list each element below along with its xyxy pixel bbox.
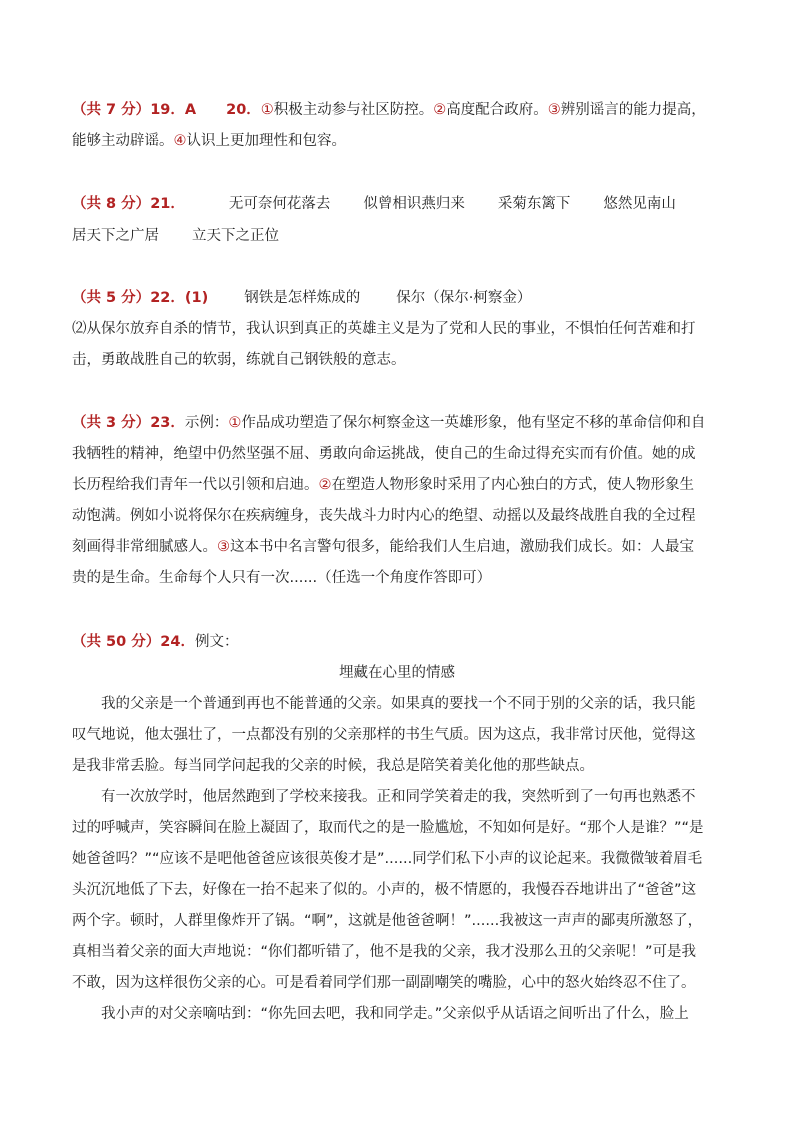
- essay-line: 头沉沉地低了下去，好像在一抬不起来了似的。小声的，极不情愿的，我慢吞吞地讲出了“爸爸”这: [72, 882, 697, 898]
- answer-text: 积极主动参与社区防控。: [273, 102, 434, 118]
- answer-24-heading: [72, 632, 238, 652]
- answer-23-line-3: [72, 475, 694, 495]
- answer-blank: 立天下之正位: [192, 228, 279, 244]
- answer-23-line-4: [72, 506, 696, 526]
- answer-text: 贵的是生命。生命每个人只有一次......（任选一个角度作答即可）: [72, 570, 492, 586]
- answer-blank: 采菊东篱下: [497, 196, 571, 212]
- answer-text: 刻画得非常细腻感人。: [72, 539, 217, 555]
- answer-19-20-line-2: [72, 131, 346, 151]
- answer-blank: 似曾相识燕归来: [363, 196, 465, 212]
- example-label: 例文：: [194, 634, 239, 650]
- answer-blank: 居天下之广居: [72, 228, 159, 244]
- answer-text: 作品成功塑造了保尔柯察金这一英雄形象，他有坚定不移的革命信仰和自: [241, 415, 706, 431]
- circled-marker: ②: [433, 102, 447, 118]
- part-label: (1): [184, 290, 209, 306]
- question-number: 20．: [226, 102, 261, 118]
- question-number: 22．: [150, 290, 185, 306]
- answer-blank: 钢铁是怎样炼成的: [244, 290, 361, 306]
- answer-text: 长历程给我们青年一代以引领和启迪。: [72, 477, 319, 493]
- question-number: 23．: [150, 415, 185, 431]
- answer-text: 在塑造人物形象时采用了内心独白的方式，使人物形象生: [331, 477, 694, 493]
- answer-blank: 保尔（保尔·柯察金）: [396, 290, 532, 306]
- score-label: （共 3 分）: [72, 415, 151, 431]
- answer-text: 我牺牲的精神，绝望中仍然坚强不屈、勇敢向命运挑战，使自己的生命过得充实而有价值。她的成: [72, 446, 696, 462]
- essay-line: 过的呼喊声，笑容瞬间在脸上凝固了，取而代之的是一脸尴尬，不知如何是好。“那个人是谁？”“是: [72, 820, 704, 836]
- score-label: （共 50 分）: [72, 634, 161, 650]
- essay-line: 真相当着父亲的面大声地说：“你们都听错了，他不是我的父亲，我才没那么丑的父亲呢！”可是我: [72, 944, 697, 960]
- score-label: （共 8 分）: [72, 196, 151, 212]
- answer-text: 从保尔放弃自杀的情节，我认识到真正的英雄主义是为了党和人民的事业，不惧怕任何苦难和打: [86, 321, 696, 337]
- answer-23-line-6: [72, 568, 491, 588]
- answer-text: 能够主动辟谣。: [72, 133, 174, 149]
- circled-marker: ③: [217, 539, 230, 555]
- essay-line: 是我非常丢脸。每当同学问起我的父亲的时候，我总是陪笑着美化他的那些缺点。: [72, 758, 594, 774]
- answer-23-line-1: [72, 413, 705, 433]
- essay-title: 埋藏在心里的情感: [339, 665, 455, 681]
- essay-line: 叹气地说，他太强壮了，一点都没有别的父亲那样的书生气质。因为这点，我非常讨厌他，觉得这: [72, 727, 696, 743]
- example-label: 示例：: [184, 415, 229, 431]
- answer-22-line-2: [72, 319, 696, 339]
- answer-text: 动饱满。例如小说将保尔在疾病缠身，丧失战斗力时内心的绝望、动摇以及最终战胜自我的全过程: [72, 508, 696, 524]
- question-number: 19．: [150, 102, 185, 118]
- answer-text: 击，勇敢战胜自己的软弱，练就自己钢铁般的意志。: [72, 352, 406, 368]
- essay-line: 我的父亲是一个普通到再也不能普通的父亲。如果真的要找一个不同于别的父亲的话，我只能: [101, 696, 696, 712]
- answer-text: 这本书中名言警句很多，能给我们人生启迪，激励我们成长。如：人最宝: [230, 539, 694, 555]
- part-label: ⑵: [72, 321, 87, 337]
- circled-marker: ①: [228, 415, 242, 431]
- answer-blank: 无可奈何花落去: [228, 196, 331, 212]
- answer-21-line-2: [72, 226, 279, 246]
- answer-22-line-3: [72, 350, 406, 370]
- score-label: （共 5 分）: [72, 290, 151, 306]
- essay-line: 有一次放学时，他居然跑到了学校来接我。正和同学笑着走的我，突然听到了一句再也熟悉不: [101, 789, 696, 805]
- circled-marker: ③: [547, 102, 561, 118]
- answer-22-line-1: [72, 288, 531, 308]
- circled-marker: ④: [173, 133, 187, 149]
- answer-23-line-5: [72, 537, 694, 557]
- circled-marker: ②: [318, 477, 332, 493]
- essay-line: 我小声的对父亲嘀咕到：“你先回去吧，我和同学走。”父亲似乎从话语之间听出了什么，脸上: [101, 1006, 689, 1022]
- answer-text: 高度配合政府。: [446, 102, 548, 118]
- answer-text: 认识上更加理性和包容。: [186, 133, 346, 149]
- answer-text: 辨别谣言的能力提高，: [560, 102, 706, 118]
- question-number: 24．: [160, 634, 195, 650]
- answer-23-line-2: [72, 444, 696, 464]
- answer-19-20-line-1: [72, 100, 706, 120]
- answer-21-line-1: [72, 194, 676, 214]
- essay-line: 不敢，因为这样很伤父亲的心。可是看着同学们那一副副嘲笑的嘴脸，心中的怒火始终忍不住了。: [72, 975, 696, 991]
- essay-line: 两个字。顿时，人群里像炸开了锅。“啊”，这就是他爸爸啊！”......我被这一声声的鄙夷所激怒了，: [72, 913, 703, 929]
- answer-choice: A: [184, 102, 197, 118]
- score-label: （共 7 分）: [72, 102, 151, 118]
- essay-line: 她爸爸吗？”“应该不是吧他爸爸应该很英俊才是”......同学们私下小声的议论起来。我微微皱着眉毛: [72, 851, 703, 867]
- question-number: 21．: [150, 196, 185, 212]
- answer-blank: 悠然见南山: [603, 196, 676, 212]
- circled-marker: ①: [260, 102, 274, 118]
